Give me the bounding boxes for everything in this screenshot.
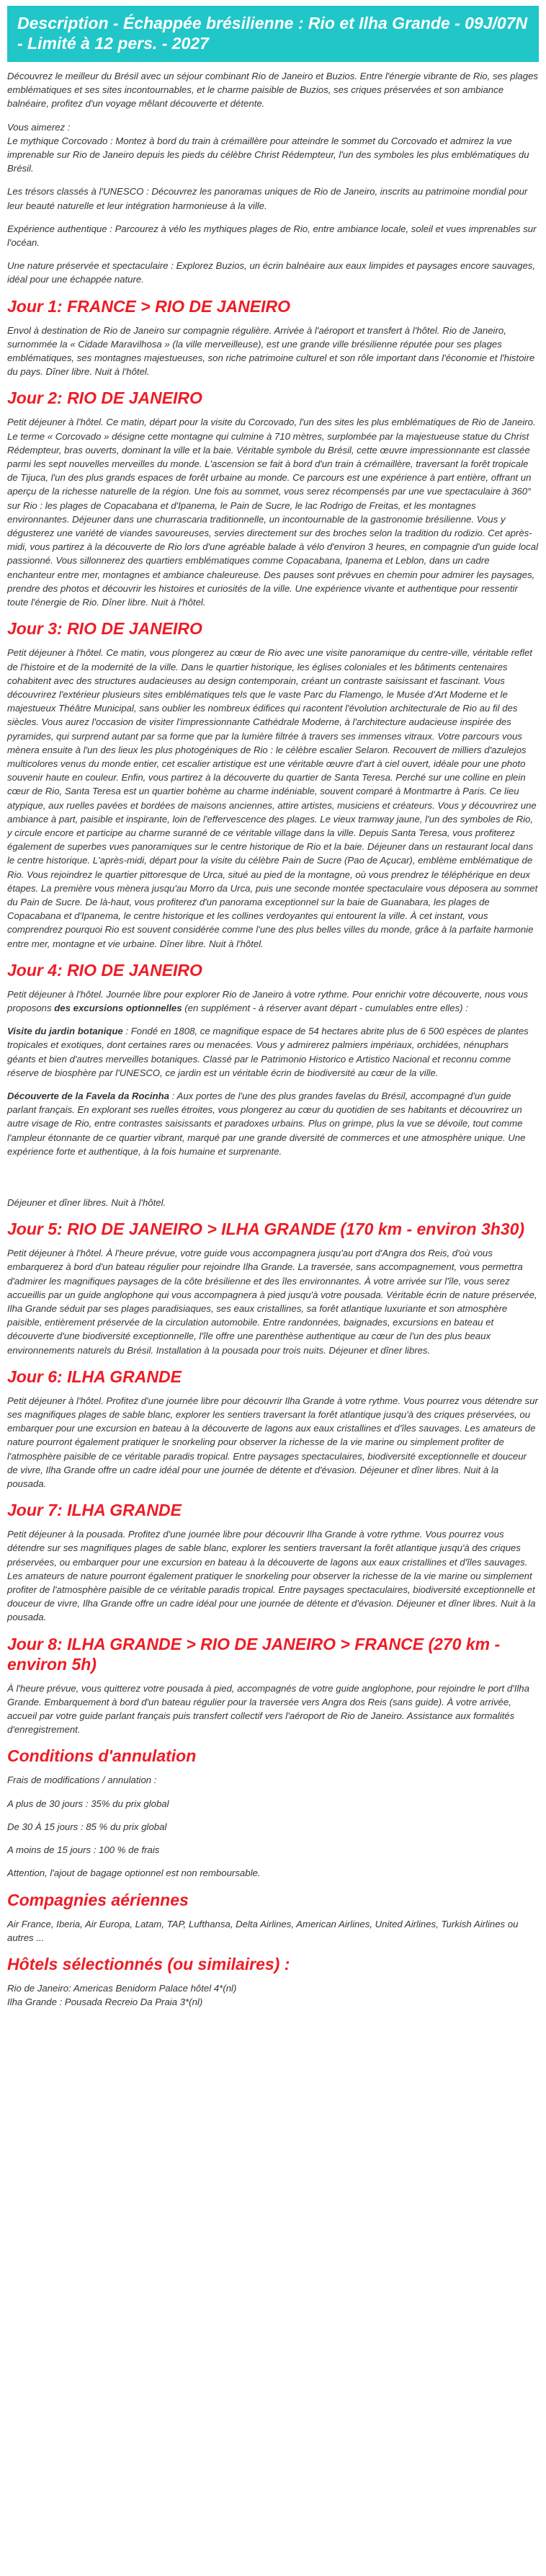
hotels-section: [7, 1954, 539, 2009]
airlines-heading: Compagnies aériennes: [7, 1890, 189, 1909]
day-paragraph: À l'heure prévue, vous quitterez votre pousada à pied, accompagnés de votre guide anglophone, pour rejoindre le port d'Ilha Grande. Embarquement à bord d'un bateau régulier pour la traversée vers Angra dos Reis (sans guide). À votre arrivée, accueil par votre guide parlant français puis transfert collectif vers l'aéroport de Rio de Janeiro. Assistance aux formalités d'enregistrement.: [7, 1682, 529, 1736]
intro-paragraph: Les trésors classés à l'UNESCO : Découvrez les panoramas uniques de Rio de Janeiro, inscrits au patrimoine mondial pour leur beauté naturelle et leur intégration harmonieuse à la ville.: [7, 186, 528, 211]
hotel-line: Ilha Grande : Pousada Recreio Da Praia 3*(nl): [7, 1997, 203, 2008]
day-paragraph: Déjeuner et dîner libres. Nuit à l'hôtel.: [7, 1197, 166, 1208]
day-heading: Jour 3: RIO DE JANEIRO: [7, 619, 202, 639]
day-heading: Jour 5: RIO DE JANEIRO > ILHA GRANDE (170 km - environ 3h30): [7, 1220, 525, 1239]
cancellation-line: Attention, l'ajout de bagage optionnel est non remboursable.: [7, 1867, 261, 1879]
cancellation-line: De 30 À 15 jours : 85 % du prix global: [7, 1821, 167, 1832]
day-paragraph: Petit déjeuner à l'hôtel. À l'heure prévue, votre guide vous accompagnera jusqu'au port d'Angra dos Reis, d'où vous embarquerez à bord d'un bateau régulier pour rejoindre Ilha Grande. La traversée, sans accompagnement, vous permettra d'admirer les magnifiques paysages de la côte brésilienne et des îles environnantes. À votre arrivée sur l'île, vous serez accueillis par un guide anglophone qui vous accompagnera à pied jusqu'à votre pousada. Véritable écrin de nature préservée, Ilha Grande séduit par ses plages paradisiaques, ses eaux cristallines, sa forêt atlantique luxuriante et son atmosphère paisible, entièrement préservée de la circulation automobile. Entre randonnées, baignades, excursions en bateau et découverte d'une biodiversité exceptionnelle, l'île offre une parenthèse authentique au cœur de l'un des plus beaux environnements naturels du Brésil. Installation à la pousada pour trois nuits. Déjeuner et dîner libres.: [7, 1248, 537, 1356]
excursion-title: Découverte de la Favela da Rocinha: [7, 1090, 170, 1101]
day-heading: Jour 8: ILHA GRANDE > RIO DE JANEIRO > FRANCE (270 km - environ 5h): [7, 1634, 501, 1674]
day-text: Petit déjeuner à l'hôtel. Journée libre pour explorer Rio de Janeiro à votre rythme. Pour enrichir votre découverte, nous vous proposons: [7, 988, 529, 1013]
hotels-heading: Hôtels sélectionnés (ou similaires) :: [7, 1954, 290, 1973]
day-paragraph: Petit déjeuner à l'hôtel. Profitez d'une journée libre pour découvrir Ilha Grande à votre rythme. Vous pourrez vous détendre sur ses magnifiques plages de sable blanc, explorer les sentiers traversant la forêt atlantique jusqu'à des criques préservées, ou embarquer pour une excursion en bateau à la découverte de lagons aux eaux cristallines et d'îles sauvages. Les amateurs de nature pourront également pratiquer le snorkeling pour observer la richesse de la vie marine ou simplement profiter de l'atmosphère paisible de ce véritable paradis tropical. Entre paysages spectaculaires, biodiversité exceptionnelle et douceur de vivre, Ilha Grande offre un cadre idéal pour une journée de détente et d'évasion. Déjeuner et dîner libres. Nuit à la pousada.: [7, 1395, 538, 1490]
day-section: [7, 960, 539, 1209]
hotel-line: Rio de Janeiro: Americas Benidorm Palace hôtel 4*(nl): [7, 1982, 237, 1994]
day-section: [7, 1634, 539, 1737]
excursion-botanical-garden: [7, 1024, 539, 1080]
cancellation-line: A moins de 15 jours : 100 % de frais: [7, 1844, 160, 1856]
intro-section: [7, 69, 539, 287]
page-title: Description - Échappée brésilienne : Rio et Ilha Grande - 09J/07N - Limité à 12 pers. - 2027: [7, 6, 539, 62]
day-section: [7, 388, 539, 609]
day-text: (en supplément - à réserver avant départ - cumulables entre elles) :: [182, 1002, 468, 1013]
excursion-text: : Fondé en 1808, ce magnifique espace de 54 hectares abrite plus de 6 500 espèces de plantes tropicales et exotiques, dont certaines rares ou menacées. Vous y admirerez palmiers impériaux, orchidées, nénuphars géants et bien d'autres merveilles botaniques. Classé par le Patrimonio Historico e Artistico Nacional et reconnu comme réserve de biosphère par l'UNESCO, ce jardin est un véritable écrin de biodiversité au cœur de la ville.: [7, 1026, 529, 1078]
day-heading: Jour 4: RIO DE JANEIRO: [7, 960, 202, 980]
cancellation-line: A plus de 30 jours : 35% du prix global: [7, 1798, 169, 1809]
airlines-text: Air France, Iberia, Air Europa, Latam, TAP, Lufthansa, Delta Airlines, American Airlines, United Airlines, Turkish Airlines ou autres ...: [7, 1918, 519, 1943]
excursion-favela: [7, 1089, 539, 1158]
intro-paragraph: Vous aimerez : Le mythique Corcovado : Montez à bord du train à crémaillère pour atteindre le sommet du Corcovado et admirez la vue imprenable sur Rio de Janeiro depuis les pieds du célèbre Christ Rédempteur, l'un des symboles les plus emblématiques du Brésil.: [7, 121, 529, 174]
day-paragraph: Envol à destination de Rio de Janeiro sur compagnie régulière. Arrivée à l'aéroport et transfert à l'hôtel. Rio de Janeiro, surnommée la « Cidade Maravilhosa » (la ville merveilleuse), est une grande ville brésilienne réputée pour ses plages emblématiques, ses montagnes majestueuses, son riche patrimoine culturel et son rôle important dans l'économie et l'histoire du pays. Dîner libre. Nuit à l'hôtel.: [7, 324, 535, 378]
day-heading: Jour 2: RIO DE JANEIRO: [7, 388, 202, 408]
cancellation-line: Frais de modifications / annulation :: [7, 1775, 157, 1786]
day-heading: Jour 1: FRANCE > RIO DE JANEIRO: [7, 296, 290, 316]
intro-paragraph: Découvrez le meilleur du Brésil avec un séjour combinant Rio de Janeiro et Buzios. Entre l'énergie vibrante de Rio, ses plages emblématiques et ses sites incontournables, et le charme paisible de Buzios, ses criques préservées et son ambiance balnéaire, profitez d'un voyage mêlant découverte et détente.: [7, 71, 539, 110]
day-section: [7, 1219, 539, 1357]
day-paragraph: Petit déjeuner à l'hôtel. Ce matin, départ pour la visite du Corcovado, l'un des sites les plus emblématiques de Rio de Janeiro. Le terme « Corcovado » désigne cette montagne qui culmine à 710 mètres, surplombée par la majestueuse statue du Christ Rédempteur, bras ouverts, dominant la ville et la baie. Véritable symbole du Brésil, cette œuvre impressionnante est classée parmi les sept nouvelles merveilles du monde. L'ascension se fait à bord d'un train à crémaillère, traversant la forêt tropicale de Tijuca, l'un des plus grands espaces de forêt urbaine au monde. Ce parcours est une expérience à part entière, offrant un aperçu de la richesse naturelle de la région. Une fois au sommet, vous serez récompensés par une vue spectaculaire à 360° sur Rio : les plages de Copacabana et d'Ipanema, le Pain de Sucre, le lac Rodrigo de Freitas, et les montagnes environnantes. Déjeuner dans une churrascaria traditionnelle, un incontournable de la gastronomie brésilienne. Vous y dégusterez une variété de viandes savoureuses, servies directement sur des broches selon la tradition du rodizio. Cet après-midi, vous partirez à la découverte de Rio lors d'une agréable balade à vélo d'environ 3 heures, en compagnie d'un guide local passionné. Vous sillonnerez des quartiers emblématiques comme Copacabana, Ipanema et Leblon, dans un cadre enchanteur entre mer, montagnes et ambiance chaleureuse. Des pauses sont prévues en chemin pour admirer les paysages, prendre des photos et découvrir les histoires et curiosités de la ville. Une expérience vivante et authentique pour ressentir toute l'énergie de Rio. Dîner libre. Nuit à l'hôtel.: [7, 417, 538, 608]
hotels-lines: [7, 1981, 539, 2009]
excursion-text: : Aux portes de l'une des plus grandes favelas du Brésil, accompagné d'un guide parlant français. En explorant ses ruelles étroites, vous plongerez au cœur du quotidien de ses habitants et découvrirez un autre visage de Rio, entre contrastes saisissants et paradoxes urbains. Plus on grimpe, plus la vue se dévoile, tout comme l'ampleur étonnante de ce quartier vibrant, marqué par une grande diversité de commerces et une atmosphère unique. Une expérience forte et authentique, à la fois humaine et surprenante.: [7, 1090, 526, 1157]
day-heading: Jour 6: ILHA GRANDE: [7, 1367, 182, 1386]
day-section: [7, 296, 539, 379]
day-heading: Jour 7: ILHA GRANDE: [7, 1501, 182, 1520]
day-paragraph: Petit déjeuner à la pousada. Profitez d'une journée libre pour découvrir Ilha Grande à votre rythme. Vous pourrez vous détendre sur ses magnifiques plages de sable blanc, explorer les sentiers traversant la forêt atlantique jusqu'à des criques préservées, ou embarquer pour une excursion en bateau à la découverte de lagons aux eaux cristallines et d'îles sauvages. Les amateurs de nature pourront également pratiquer le snorkeling pour observer la richesse de la vie marine ou simplement profiter de l'atmosphère paisible de ce véritable paradis tropical. Entre paysages spectaculaires, biodiversité exceptionnelle et douceur de vivre, Ilha Grande offre un cadre idéal pour une journée de détente et d'évasion. Déjeuner et dîner libres. Nuit à la pousada.: [7, 1529, 536, 1623]
cancellation-section: [7, 1746, 539, 1880]
optional-excursions-label: des excursions optionnelles: [54, 1002, 182, 1013]
excursion-title: Visite du jardin botanique: [7, 1026, 123, 1037]
day-paragraph: [7, 987, 539, 1015]
day-section: [7, 618, 539, 950]
intro-paragraph: Expérience authentique : Parcourez à vélo les mythiques plages de Rio, entre ambiance locale, soleil et vues imprenables sur l'océan.: [7, 223, 537, 249]
day-section: [7, 1500, 539, 1624]
intro-paragraph: Une nature préservée et spectaculaire : Explorez Buzios, un écrin balnéaire aux eaux limpides et paysages encore sauvages, idéal pour une échappée nature.: [7, 260, 536, 285]
airlines-section: [7, 1890, 539, 1945]
cancellation-heading: Conditions d'annulation: [7, 1746, 197, 1766]
day-paragraph: Petit déjeuner à l'hôtel. Ce matin, vous plongerez au cœur de Rio avec une visite panoramique du centre-ville, véritable reflet de l'histoire et de la modernité de la ville. Dans le quartier historique, les églises coloniales et les bâtiments centenaires cohabitent avec des structures audacieuses au design contemporain, créant un contraste saisissant et fascinant. Vous découvrirez l'extérieur plusieurs sites emblématiques tels que le vaste Parc du Flamengo, le Musée d'Art Moderne et le majestueux Théâtre Municipal, sans oublier les nombreux édifices qui racontent l'évolution architecturale de Rio au fil des siècles. Vous aurez l'occasion de visiter l'impressionnante Cathédrale Moderne, à l'architecture audacieuse inspirée des pyramides, qui surprend autant par sa forme que par la lumière filtrée à travers ses immenses vitraux. Votre parcours vous mènera ensuite à l'un des lieux les plus photogéniques de Rio : le célèbre escalier Selaron. Recouvert de milliers d'azulejos multicolores venus du monde entier, cet escalier artistique est une véritable œuvre d'art à ciel ouvert, idéale pour une photo souvenir haute en couleur. Enfin, vous partirez à la découverte du quartier de Santa Teresa. Perché sur une colline en plein cœur de Rio, Santa Teresa est un quartier bohème au charme indéniable, souvent comparé à Montmartre à Paris. Ce lieu atypique, aux ruelles pavées et bordées de maisons anciennes, attire artistes, musiciens et créateurs. Vous y découvrirez une ambiance à part, paisible et inspirante, loin de l'effervescence des plages. Le vieux tramway jaune, l'un des symboles de Rio, y circule encore et participe au charme suranné de ce véritable village dans la ville. Depuis Santa Teresa, vous profiterez également de superbes vues panoramiques sur le centre historique de Rio et la baie. Déjeuner dans un restaurant local dans le centre historique. L'après-midi, départ pour la visite du célèbre Pain de Sucre (Pao de Açucar), emblème emblématique de Rio. Vous rejoindrez le quartier pittoresque de Urca, situé au pied de la montagne, où vous prendrez le téléphérique en deux étapes. La première vous mènera jusqu'au Morro da Urca, puis une seconde montée spectaculaire vous déposera au sommet du Pain de Sucre. De là-haut, vous profiterez d'un panorama exceptionnel sur la baie de Guanabara, les plages de Copacabana et d'Ipanema, le centre historique et les collines verdoyantes qui entourent la ville. À cet instant, vous comprendrez pourquoi Rio est souvent considérée comme l'une des plus belles villes du monde, grâce à la parfaite harmonie entre mer, montagne et vie urbaine. Dîner libre. Nuit à l'hôtel.: [7, 647, 538, 949]
day-section: [7, 1367, 539, 1491]
